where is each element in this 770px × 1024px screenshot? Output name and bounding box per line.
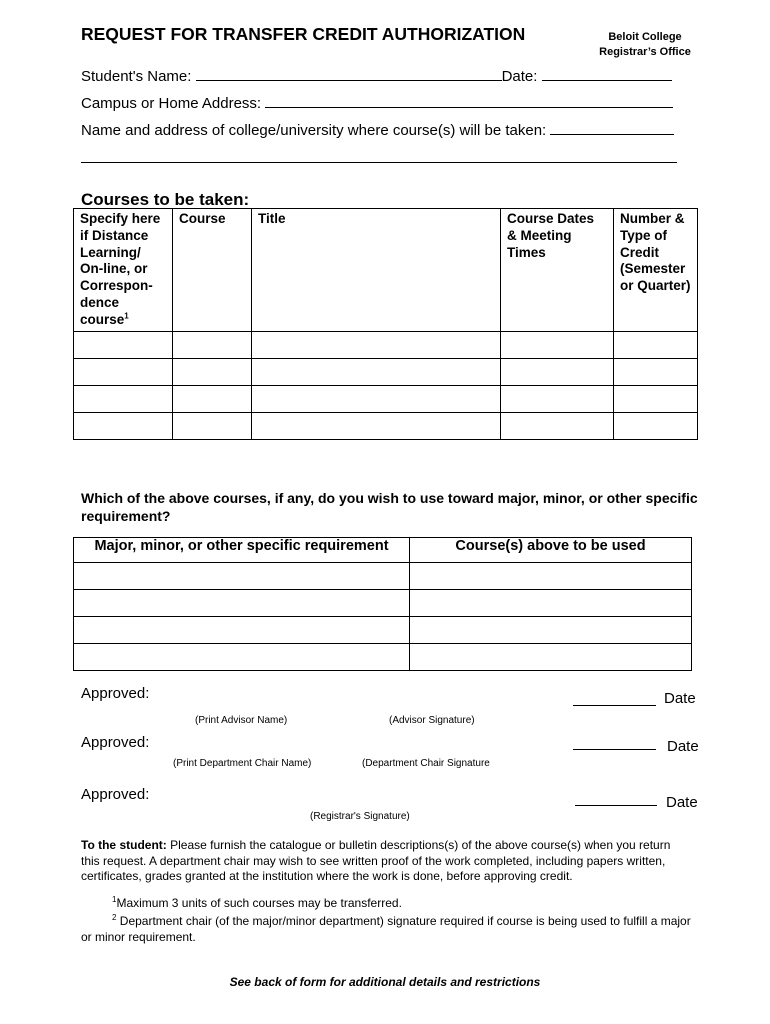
table-row: [74, 386, 698, 413]
advisor-name-caption: (Print Advisor Name): [195, 715, 288, 726]
requirements-header-row: [74, 538, 692, 563]
col-course: Course: [173, 209, 252, 332]
chair-name-caption: (Print Department Chair Name): [173, 758, 312, 769]
footer-note: See back of form for additional details and restrictions: [229, 975, 541, 989]
address-label: Campus or Home Address:: [81, 95, 262, 112]
registrar-signature-caption: (Registrar's Signature): [310, 811, 410, 822]
col-title: Title: [252, 209, 501, 332]
chair-date-field[interactable]: [573, 749, 656, 750]
footnote-1: $^1$Maximum 3 units of such courses may be transferred.: [112, 895, 402, 910]
table-row: [74, 644, 692, 671]
address-field[interactable]: [265, 93, 673, 108]
college-name-block: [585, 30, 705, 60]
chair-approved-label: Approved:: [81, 734, 150, 751]
advisor-approved-label: Approved:: [81, 685, 150, 702]
requirement-question: Which of the above courses, if any, do you wish to use toward major, minor, or other specific requirement?: [81, 490, 698, 524]
col-courses-used: Course(s) above to be used: [410, 538, 692, 563]
table-row: [74, 359, 698, 386]
courses-heading: Courses to be taken:: [81, 190, 250, 209]
student-note-text: Please furnish the catalogue or bulletin descriptions(s) of the above course(s) when you return this request. A department chair may wish to see written proof of the work completed, including papers written, certificates, grades granted at the institution where the work is done, before approving credit.: [81, 838, 671, 883]
registrar-date-field[interactable]: [575, 805, 657, 806]
col-requirement: Major, minor, or other specific requirement: [74, 538, 410, 563]
table-row: [74, 617, 692, 644]
advisor-signature-caption: (Advisor Signature): [389, 715, 475, 726]
courses-header-row: [74, 209, 698, 332]
table-row: [74, 590, 692, 617]
student-name-row: [81, 66, 672, 85]
table-row: [74, 332, 698, 359]
college-address-row: [81, 120, 674, 139]
table-row: [74, 413, 698, 440]
student-note: [81, 838, 691, 885]
college-address-field[interactable]: [550, 120, 674, 135]
col-course-dates: Course Dates & Meeting Times: [501, 209, 614, 332]
form-title: REQUEST FOR TRANSFER CREDIT AUTHORIZATION: [81, 24, 526, 44]
col-credit: Number & Type of Credit (Semester or Quarter): [614, 209, 698, 332]
registrar-approved-label: Approved:: [81, 786, 150, 803]
college-address-field-line2[interactable]: [81, 162, 677, 163]
table-row: [74, 563, 692, 590]
registrar-date-label: Date: [666, 794, 698, 811]
col-distance-learning: Specify here if Distance Learning/ On-line, or Correspon-dence course$^1$: [74, 209, 173, 332]
date-field[interactable]: [542, 66, 672, 81]
address-row: [81, 93, 673, 112]
registrar-office: Registrar’s Office: [599, 46, 691, 58]
chair-date-label: Date: [667, 738, 699, 755]
college-address-label: Name and address of college/university where course(s) will be taken:: [81, 122, 547, 139]
date-label: Date:: [501, 68, 538, 85]
courses-table: [73, 208, 698, 440]
chair-signature-caption: (Department Chair Signature: [362, 758, 490, 769]
student-name-label: Student's Name:: [81, 68, 192, 85]
requirements-table: [73, 537, 692, 671]
student-note-label: To the student:: [81, 838, 167, 852]
advisor-date-label: Date: [664, 690, 696, 707]
student-name-field[interactable]: [196, 66, 502, 81]
advisor-date-field[interactable]: [573, 705, 656, 706]
college-name: Beloit College: [608, 31, 682, 43]
footnote-2: $^2$ Department chair (of the major/minor department) signature required if course is being used to fulfill a major or minor requirement.: [81, 913, 691, 944]
